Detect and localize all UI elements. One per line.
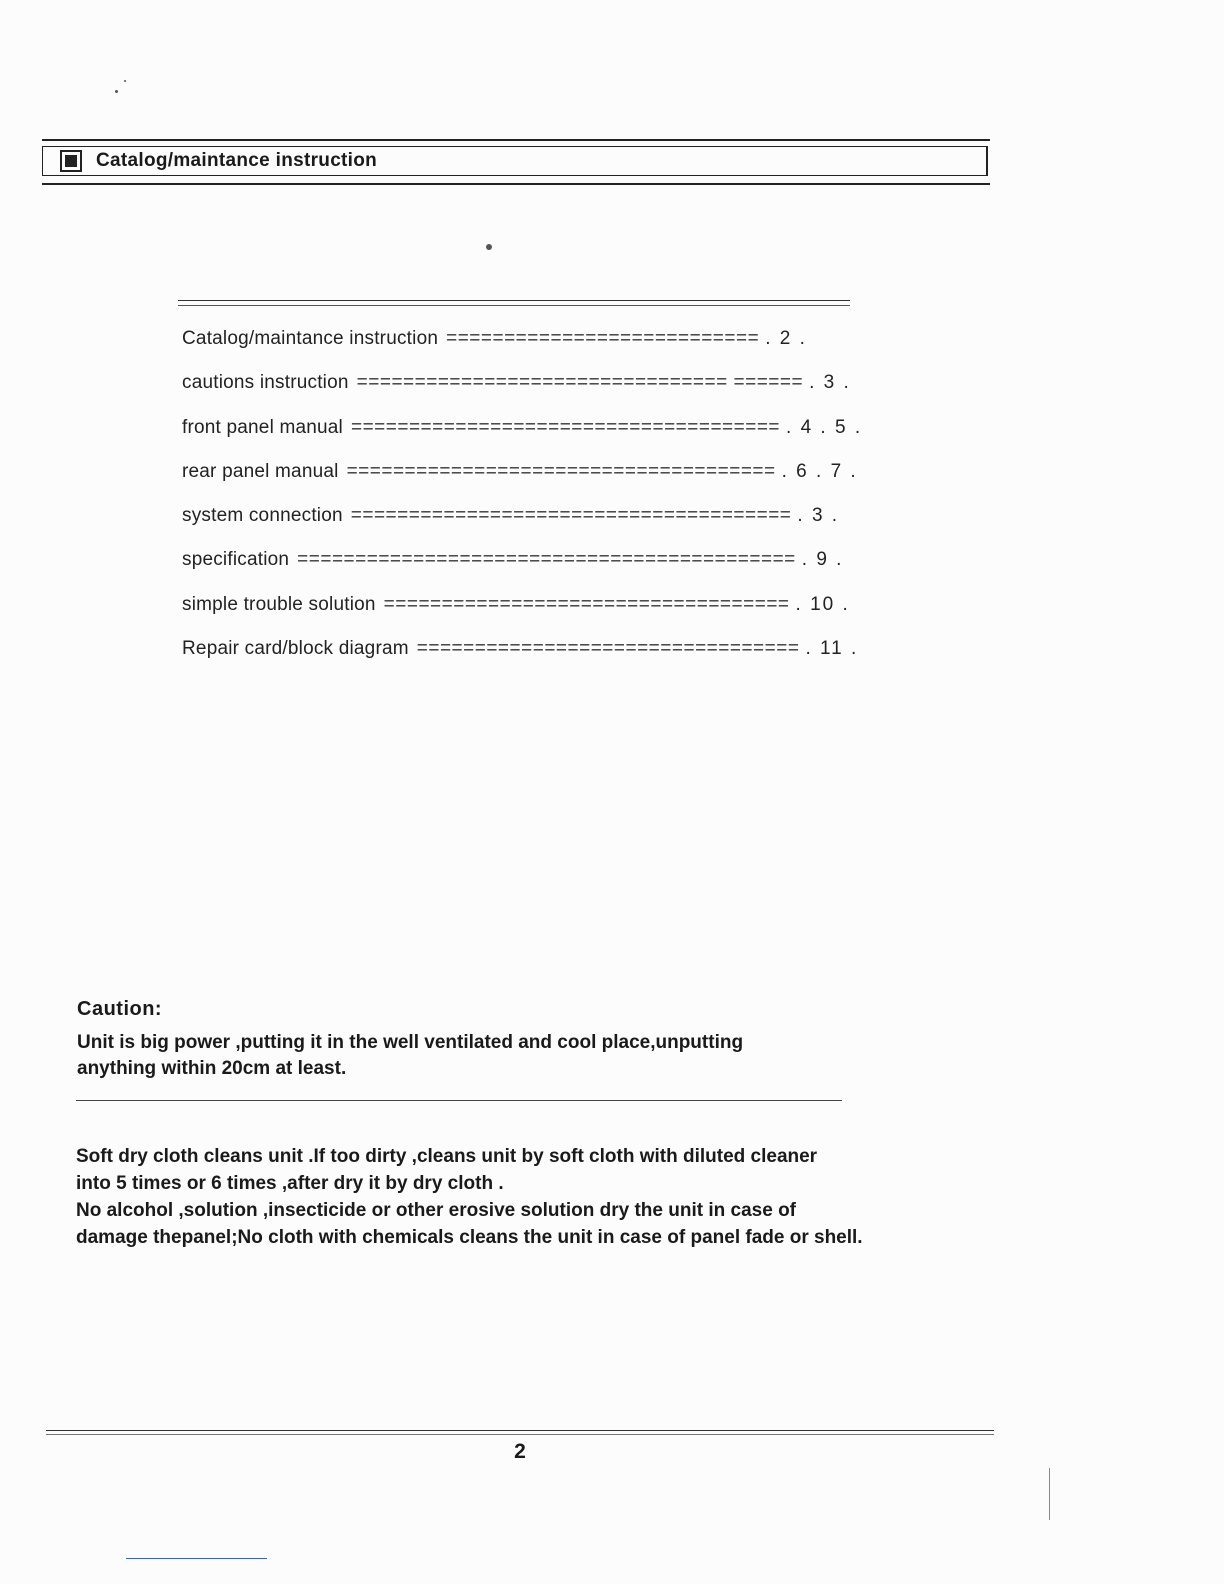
header-bottom-rule [42,183,990,185]
toc-entry [182,638,858,660]
cleaning-instructions [76,1143,976,1251]
toc-entry-page: . 3 . [809,372,851,393]
toc-entry [182,594,850,616]
caution-line: anything within 20cm at least. [77,1058,347,1079]
toc-entry-label: Repair card/block diagram [182,638,409,659]
toc-entry [182,417,862,439]
toc-entry-page: . 10 . [795,594,850,615]
toc-entry-leader: ================================ ====== [356,372,804,393]
toc-entry [182,461,858,483]
page-number: 2 [514,1440,526,1463]
caution-text [77,1030,857,1082]
toc-entry-label: front panel manual [182,417,343,438]
toc-entry-leader: ===================================== [350,417,781,438]
bottom-edge-line [126,1558,267,1559]
toc-entry-leader: =========================== [446,328,760,349]
header-top-rule [42,139,990,141]
cleaning-line: damage thepanel;No cloth with chemicals cleans the unit in case of panel fade or shell. [76,1227,863,1248]
toc-entry-page: . 11 . [805,638,859,659]
scan-edge-mark [1049,1468,1050,1520]
section-title: Catalog/maintance instruction [96,150,378,171]
toc-entry [182,328,807,350]
toc-entry-leader: ===================================== [346,461,776,482]
toc-entry-label: specification [182,549,290,570]
scan-speck [115,90,118,93]
toc-entry [182,549,843,571]
toc-entry-leader: =================================== [383,594,790,615]
toc-entry-label: rear panel manual [182,461,339,482]
toc-top-rule [178,300,850,301]
footer-rule-secondary [46,1434,994,1435]
toc-entry-page: . 3 . [797,505,840,526]
cleaning-line: Soft dry cloth cleans unit .If too dirty ,cleans unit by soft cloth with diluted cleaner [76,1146,818,1167]
footer-rule [46,1430,994,1431]
scan-speck [124,80,126,82]
caution-line: Unit is big power ,putting it in the well ventilated and cool place,unputting [77,1032,744,1053]
toc-top-rule-secondary [178,305,850,306]
toc-entry-label: system connection [182,505,343,526]
toc-entry-page: . 6 . 7 . [781,461,858,482]
cleaning-line: No alcohol ,solution ,insecticide or other erosive solution dry the unit in case of [76,1200,796,1221]
toc-entry-page: . 2 . [765,328,807,349]
square-bullet-icon [60,150,82,172]
toc-entry [182,505,839,527]
caution-heading: Caution: [77,998,163,1020]
toc-entry-label: Catalog/maintance instruction [182,328,439,349]
toc-entry-label: cautions instruction [182,372,349,393]
toc-entry-page: . 9 . [801,549,844,570]
toc-entry-label: simple trouble solution [182,594,376,615]
toc-entry [182,372,851,394]
toc-entry-leader: =========================================== [297,549,796,570]
scan-speck [486,244,492,250]
toc-entry-leader: ================================= [416,638,800,659]
toc-entry-page: . 4 . 5 . [786,417,863,438]
toc-entry-leader: ====================================== [350,505,792,526]
section-divider [76,1100,842,1101]
cleaning-line: into 5 times or 6 times ,after dry it by dry cloth . [76,1173,504,1194]
